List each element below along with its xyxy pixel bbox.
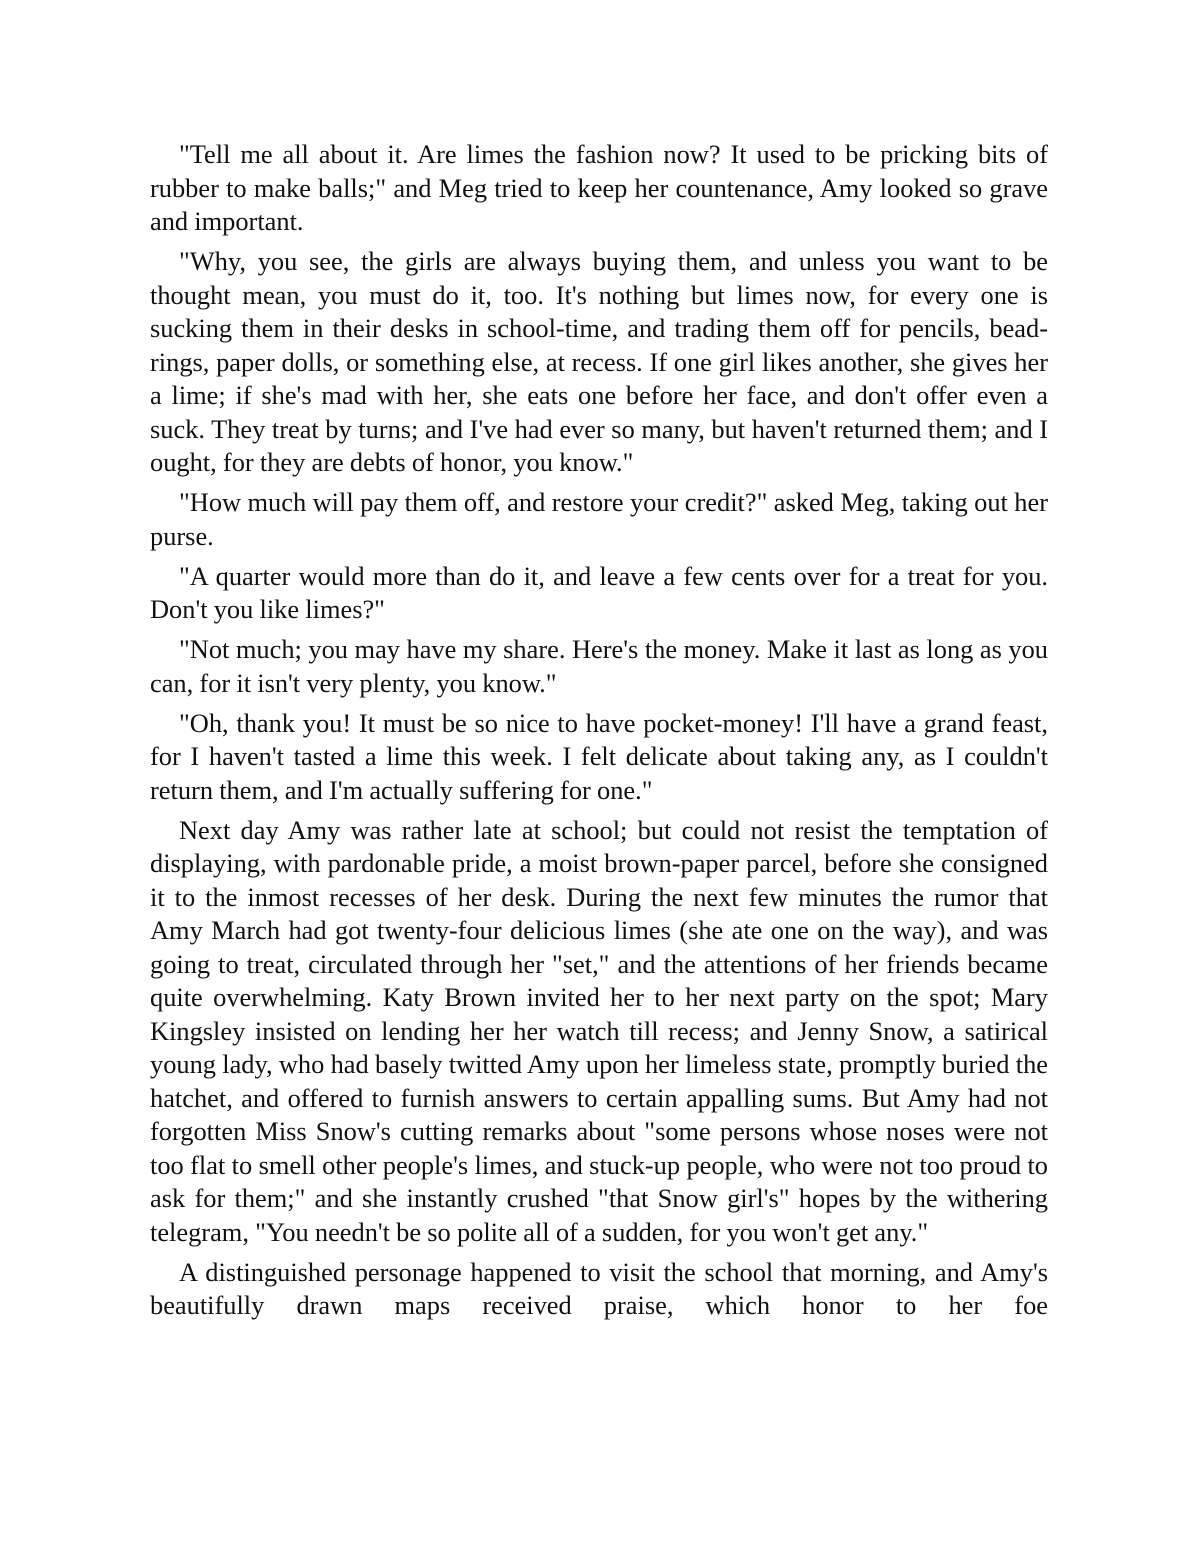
paragraph-5: "Not much; you may have my share. Here's the money. Make it last as long as you can, for it isn't very plenty, you know." — [150, 634, 1048, 698]
paragraph-6: "Oh, thank you! It must be so nice to have pocket-money! I'll have a grand feast, for I haven't tasted a lime this week. I felt delicate about taking any, as I couldn't return them, and I'm actually suffering for one." — [150, 707, 1048, 805]
page-text — [150, 138, 1048, 1329]
paragraph-4: "A quarter would more than do it, and leave a few cents over for a treat for you. Don't you like limes?" — [150, 560, 1048, 624]
paragraph-8: A distinguished personage happened to visit the school that morning, and Amy's beautifully drawn maps received praise, which honor to her foe — [150, 1256, 1048, 1320]
paragraph-3: "How much will pay them off, and restore your credit?" asked Meg, taking out her purse. — [150, 487, 1048, 551]
paragraph-2: "Why, you see, the girls are always buying them, and unless you want to be thought mean, you must do it, too. It's nothing but limes now, for every one is sucking them in their desks in school-time, and trading them off for pencils, bead-rings, paper dolls, or something else, at recess. If one girl likes another, she gives her a lime; if she's mad with her, she eats one before her face, and don't offer even a suck. They treat by turns; and I've had ever so many, but haven't returned them; and I ought, for they are debts of honor, you know." — [150, 246, 1048, 477]
paragraph-7: Next day Amy was rather late at school; but could not resist the temptation of displaying, with pardonable pride, a moist brown-paper parcel, before she consigned it to the inmost recesses of her desk. During the next few minutes the rumor that Amy March had got twenty-four delicious limes (she ate one on the way), and was going to treat, circulated through her "set," and the attentions of her friends became quite overwhelming. Katy Brown invited her to her next party on the spot; Mary Kingsley insisted on lending her her watch till recess; and Jenny Snow, a satirical young lady, who had basely twitted Amy upon her limeless state, promptly buried the hatchet, and offered to furnish answers to certain appalling sums. But Amy had not forgotten Miss Snow's cutting remarks about "some persons whose noses were not too flat to smell other people's limes, and stuck-up people, who were not too proud to ask for them;" and she instantly crushed "that Snow girl's" hopes by the withering telegram, "You needn't be so polite all of a sudden, for you won't get any." — [150, 814, 1048, 1247]
paragraph-1: "Tell me all about it. Are limes the fashion now? It used to be pricking bits of rubber to make balls;" and Meg tried to keep her countenance, Amy looked so grave and important. — [150, 139, 1048, 236]
